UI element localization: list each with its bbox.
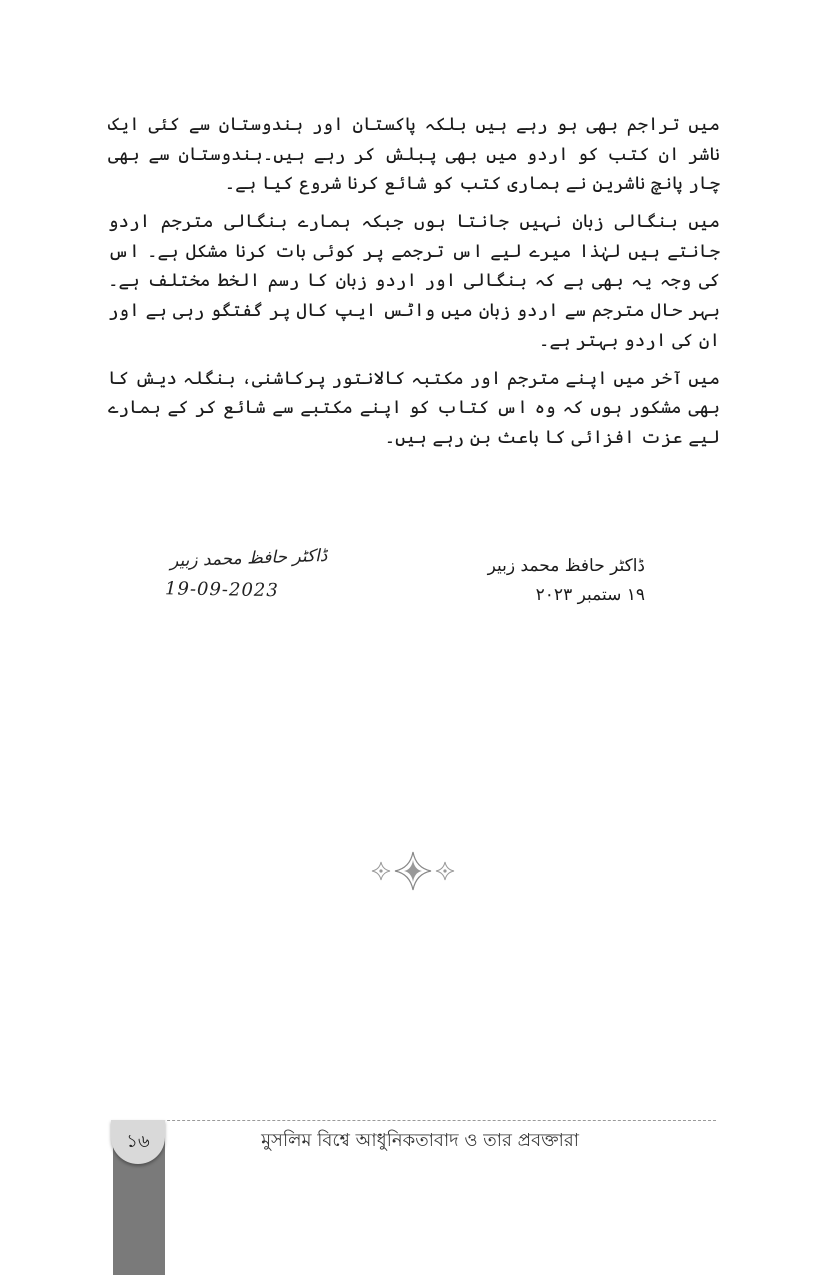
running-footer-title: মুসলিম বিশ্বে আধুনিকতাবাদ ও তার প্রবক্তারা bbox=[261, 1130, 579, 1151]
paragraph: میں آخر میں اپنے مترجم اور مکتبہ کالانتور پرکاشنی، بنگلہ دیش کا بھی مشکور ہوں کہ وہ اس کتاب کو اپنے مکتبے سے شائع کر کے ہمارے لیے عزت افزائی کا باعث بن رہے ہیں۔ bbox=[108, 367, 720, 448]
author-name: ڈاکٹر حافظ محمد زبیر bbox=[487, 556, 645, 576]
footer-divider bbox=[112, 1120, 716, 1121]
ornament-icon bbox=[367, 850, 459, 892]
body-text bbox=[108, 110, 720, 461]
signature-date: ۱۹ ستمبر ۲۰۲۳ bbox=[535, 584, 645, 605]
paragraph: میں بنگالی زبان نہیں جانتا ہوں جبکہ ہمارے بنگالی مترجم اردو جانتے ہیں لہٰذا میرے لیے اس ترجمے پر کوئی بات کرنا مشکل ہے۔ اس کی وجہ یہ بھی ہے کہ بنگالی اور اردو زبان کا رسم الخط مختلف ہے۔ بہر حال مترجم سے اردو زبان میں واٹس ایپ کال پر گفتگو رہی ہے اور ان کی اردو بہتر ہے۔ bbox=[108, 211, 720, 351]
page-number: ১৬ bbox=[111, 1120, 165, 1164]
printed-signature bbox=[488, 552, 645, 610]
handwritten-date: 19-09-2023 bbox=[164, 578, 279, 602]
handwritten-name: ڈاکٹر حافظ محمد زبیر bbox=[169, 545, 328, 572]
paragraph: میں تراجم بھی ہو رہے ہیں بلکہ پاکستان اور ہندوستان سے کئی ایک ناشر ان کتب کو اردو میں بھی پبلش کر رہے ہیں۔ہندوستان سے بھی چار پانچ ناشرین نے ہماری کتب کو شائع کرنا شروع کیا ہے۔ bbox=[108, 114, 720, 195]
handwritten-signature bbox=[164, 545, 365, 602]
